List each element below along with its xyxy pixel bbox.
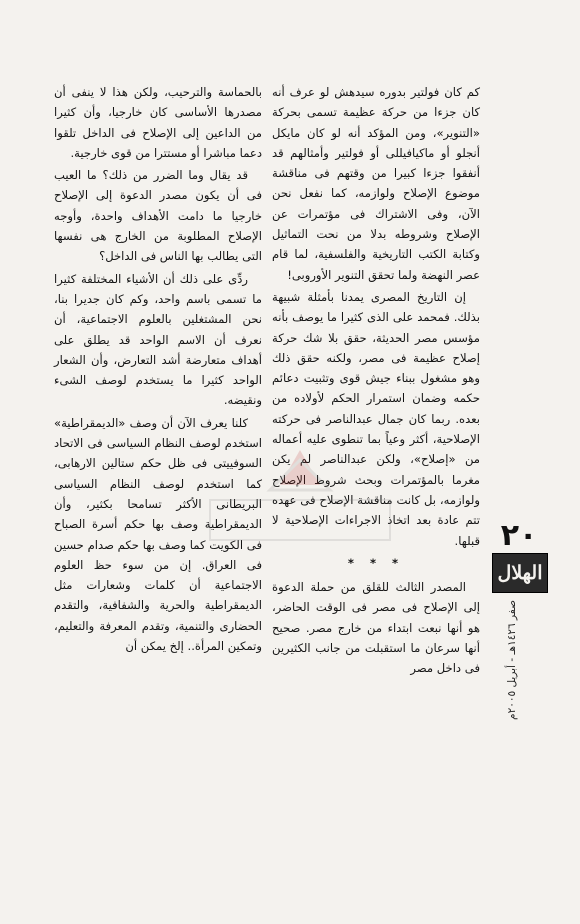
- issue-date-strip: [500, 600, 524, 840]
- paragraph-reply: ردِّى على ذلك أن الأشياء المختلفة كثيرا ما تسمى باسم واحد، وكم كان جديرا بنا، نحن المشتغلين بالعلوم الاجتماعية، أن نعرف أن الاسم الواحد قد يطلق على أهداف متعارضة أشد التعارض، وأن الشعار الواحد كثيرا ما يستخدم لوصف الشىء ونقيضه.: [54, 271, 262, 408]
- magazine-logo-text: الهلال: [497, 562, 543, 584]
- paragraph-third-source: المصدر الثالث للقلق من حملة الدعوة إلى الإصلاح فى مصر فى الوقت الحاضر، هو أنها نبعت ابتداء من خارج مصر. صحيح أنها سرعان ما استقبلت من جانب الكثيرين فى داخل مصر: [272, 580, 480, 676]
- page-number: ٢٠: [500, 518, 538, 553]
- paragraph-egyptian-history: إن التاريخ المصرى يمدنا بأمثلة شبيهة بذلك. فمحمد على الذى كثيرا ما يوصف بأنه مؤسس مصر الحديثة، حقق بلا شك حركة إصلاح عظيمة فى مصر، ولكنه حقق ذلك وهو مشغول ببناء جيش قوى وتثبيت دعائم حكمه وضمان استمرار الحكم لأولاده من بعده. ربما كان جمال عبدالناصر فى حركته الإصلاحية، أكثر وعياً بما تنطوى عليه أعماله من «إصلاح»، ولكن عبدالناصر لم يكن مغرما بالمؤتمرات وبحث شروط الإصلاح ولوازمه، بل كانت مناقشة الإصلاح فى عهده تتم عادة بعد اتخاذ الاجراءات الإصلاحية لا قبلها.: [272, 289, 480, 548]
- left-text-column: [54, 82, 262, 658]
- paragraph-voltaire: كم كان فولتير بدوره سيدهش لو عرف أنه كان جزءا من حركة عظيمة تسمى بحركة «التنوير»، ومن المؤكد أنه لو كان مايكل أنجلو أو ماكيافيللى أو فولتير وأمثالهم قد أنفقوا جزءا كبيرا من وقتهم فى مناقشة موضوع الإصلاح ولوازمه، كما نفعل نحن الآن، وفى الاشتراك فى مؤتمرات عن الإصلاح وشروطه بدلا من نحت التماثيل وكتابة الكتب التاريخية والفلسفية، لما قام عصر النهضة ولما تحقق التنوير الأوروبى!: [272, 85, 480, 282]
- magazine-logo: [492, 553, 548, 593]
- section-separator: * * *: [347, 555, 405, 570]
- paragraph-democracy: كلنا يعرف الآن أن وصف «الديمقراطية» استخدم لوصف النظام السياسى فى الاتحاد السوفييتى فى ظل حكم ستالين الارهابى، كما استخدم لوصف النظام السياسى البريطانى الأكثر تسامحا بكثير، وأن الديمقراطية وصف بها حكم أسرة الصباح فى الكويت كما وصف بها حكم صدام حسين فى العراق. إن من سوء حظ العلوم الاجتماعية أن كلمات وشعارات مثل الديمقراطية والحرية والشفافية، والتقدم الحضارى والتنمية، وتقدم المعرفة والتعليم، وتمكين المرأة.. إلخ يمكن أن: [54, 415, 262, 654]
- issue-date: صفر ١٤٢٦هـ - أبريل ٢٠٠٥م: [506, 600, 518, 720]
- paragraph-harm-question: قد يقال وما الضرر من ذلك؟ ما العيب فى أن يكون مصدر الدعوة إلى الإصلاح خارجيا ما دامت الأهداف واحدة، وأوجه الإصلاح المطلوبة من الخارج هى نفسها التى يطالب بها الناس فى الداخل؟: [54, 168, 262, 264]
- paragraph-enthusiasm: بالحماسة والترحيب، ولكن هذا لا ينفى أن مصدرها الأساسى كان خارجيا، وأن كثيرا من الداعين إلى الإصلاح فى الداخل تلقوا دعما مباشرا أو مستترا من قوى خارجية.: [54, 85, 262, 160]
- right-text-column: [272, 82, 480, 681]
